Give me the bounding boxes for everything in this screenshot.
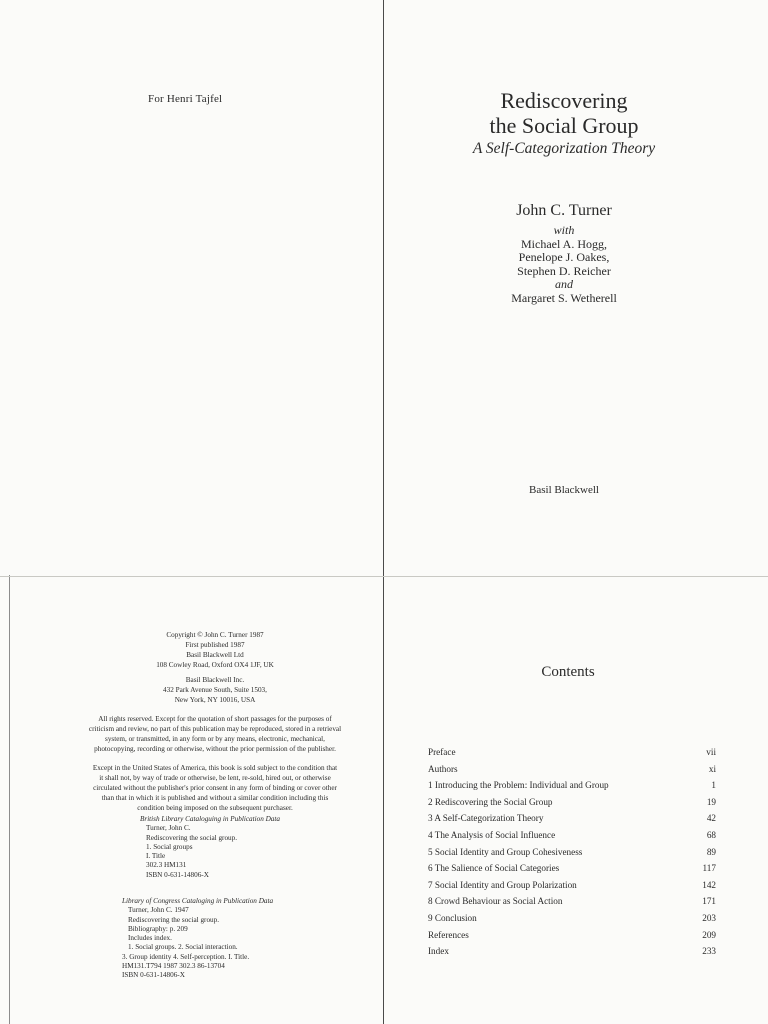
toc-entry-page: 68 (706, 829, 716, 840)
cip-line: Rediscovering the social group. (146, 833, 238, 842)
table-of-contents (428, 744, 716, 960)
cip-line: I. Title (146, 852, 166, 861)
title-block (440, 88, 688, 158)
toc-entry-page: 1 (711, 780, 716, 791)
toc-entry (428, 877, 716, 894)
toc-entry-title: 3 A Self-Categorization Theory (428, 813, 544, 824)
cip-line: Rediscovering the social group. (128, 915, 220, 924)
condition-line: condition being imposed on the subsequent purchaser. (137, 804, 293, 812)
us-address: New York, NY 10016, USA (174, 696, 256, 704)
toc-entry (428, 844, 716, 861)
toc-entry-page: 117 (702, 863, 716, 874)
toc-entry-page: 19 (706, 796, 716, 807)
toc-entry-title: 4 The Analysis of Social Influence (428, 829, 556, 840)
book-title-line: Rediscovering (500, 88, 628, 113)
rights-line: criticism and review, no part of this publication may be reproduced, stored in a retrieval (88, 725, 342, 733)
spine-divider (383, 0, 384, 1024)
toc-entry (428, 910, 716, 927)
and-label: and (555, 277, 573, 291)
condition-line: circulated without the publisher's prior consent in any form of binding or cover other (93, 784, 337, 792)
toc-entry-title: Preface (428, 747, 456, 757)
page-edge-line (9, 575, 10, 1024)
toc-entry (428, 927, 716, 944)
toc-entry (428, 744, 716, 761)
toc-entry-title: 7 Social Identity and Group Polarization (428, 879, 577, 890)
cip-line: 1. Social groups (146, 842, 193, 851)
page-fold-divider (0, 576, 768, 577)
toc-entry (428, 777, 716, 794)
rights-line: system, or transmitted, in any form or by any means, electronic, mechanical, (105, 735, 325, 743)
cip-line: Turner, John C. 1947 (128, 906, 189, 915)
us-address: 432 Park Avenue South, Suite 1503, (163, 686, 267, 694)
toc-entry-title: 1 Introducing the Problem: Individual and Group (428, 780, 609, 791)
with-label: with (553, 223, 575, 237)
toc-entry-page: xi (708, 763, 716, 774)
first-published-line: First published 1987 (185, 641, 245, 649)
us-publisher: Basil Blackwell Inc. (185, 676, 245, 684)
coauthor: Stephen D. Reicher (517, 263, 611, 278)
cip-line: HM131.T794 1987 302.3 86-13704 (122, 962, 225, 971)
toc-entry-page: vii (706, 747, 716, 757)
toc-entry (428, 827, 716, 844)
cip-line: Turner, John C. (146, 824, 191, 833)
toc-entry-page: 142 (702, 879, 716, 890)
dedication: For Henri Tajfel (148, 93, 223, 105)
toc-entry (428, 794, 716, 811)
toc-entry-title: 2 Rediscovering the Social Group (428, 796, 553, 807)
toc-entry-title: Authors (428, 763, 458, 774)
library-of-congress-cip (122, 897, 352, 981)
toc-entry (428, 893, 716, 910)
cip-line: 1. Social groups. 2. Social interaction. (128, 943, 238, 952)
condition-line: than that in which it is published and without a similar condition including this (101, 794, 329, 802)
cip-line: ISBN 0-631-14806-X (146, 870, 209, 879)
cip-line: ISBN 0-631-14806-X (122, 971, 185, 980)
toc-entry-title: 6 The Salience of Social Categories (428, 863, 560, 874)
copyright-line: Copyright © John C. Turner 1987 (166, 631, 264, 639)
book-subtitle: A Self-Categorization Theory (472, 140, 656, 157)
publisher-name: Basil Blackwell (529, 484, 599, 496)
toc-entry (428, 761, 716, 778)
uk-publisher: Basil Blackwell Ltd (186, 651, 244, 659)
coauthor: Margaret S. Wetherell (511, 290, 617, 305)
cip-line: Includes index. (128, 934, 172, 943)
uk-address: 108 Cowley Road, Oxford OX4 1JF, UK (156, 661, 274, 669)
cip-heading: British Library Cataloguing in Publication Data (140, 815, 280, 823)
toc-entry-page: 89 (706, 846, 716, 857)
cip-line: Bibliography: p. 209 (128, 924, 188, 933)
coauthor: Michael A. Hogg, (521, 236, 607, 251)
rights-line: photocopying, recording or otherwise, without the prior permission of the publisher. (94, 745, 336, 753)
book-title (440, 88, 688, 138)
toc-entry-page: 42 (706, 813, 716, 824)
cip-line: 302.3 HM131 (146, 861, 187, 870)
main-author: John C. Turner (516, 202, 612, 219)
toc-entry-page: 203 (702, 912, 716, 923)
toc-entry-title: References (428, 929, 469, 940)
cip-line: 3. Group identity 4. Self-perception. I. Title. (122, 952, 250, 961)
toc-entry-title: 9 Conclusion (428, 912, 477, 923)
copyright-block (70, 630, 360, 813)
sale-condition-statement (70, 763, 360, 813)
book-title-line: the Social Group (489, 113, 639, 138)
toc-entry (428, 810, 716, 827)
toc-entry-page: 209 (702, 929, 716, 940)
cip-heading: Library of Congress Cataloging in Publication Data (122, 897, 274, 905)
toc-entry-page: 233 (702, 946, 716, 957)
rights-line: All rights reserved. Except for the quotation of short passages for the purposes of (98, 715, 332, 723)
british-library-cip (140, 815, 360, 880)
coauthor: Penelope J. Oakes, (518, 250, 610, 264)
contents-heading: Contents (541, 664, 595, 680)
toc-entry-title: 8 Crowd Behaviour as Social Action (428, 896, 563, 907)
toc-entry-title: 5 Social Identity and Group Cohesiveness (428, 846, 583, 857)
condition-line: Except in the United States of America, this book is sold subject to the condition that (92, 764, 338, 772)
rights-statement (70, 714, 360, 754)
toc-entry-page: 171 (702, 896, 716, 907)
condition-line: it shall not, by way of trade or otherwise, be lent, re-sold, hired out, or otherwise (99, 774, 331, 782)
toc-entry-title: Index (428, 946, 449, 957)
toc-entry (428, 860, 716, 877)
toc-entry (428, 943, 716, 960)
authors-block (440, 200, 688, 305)
